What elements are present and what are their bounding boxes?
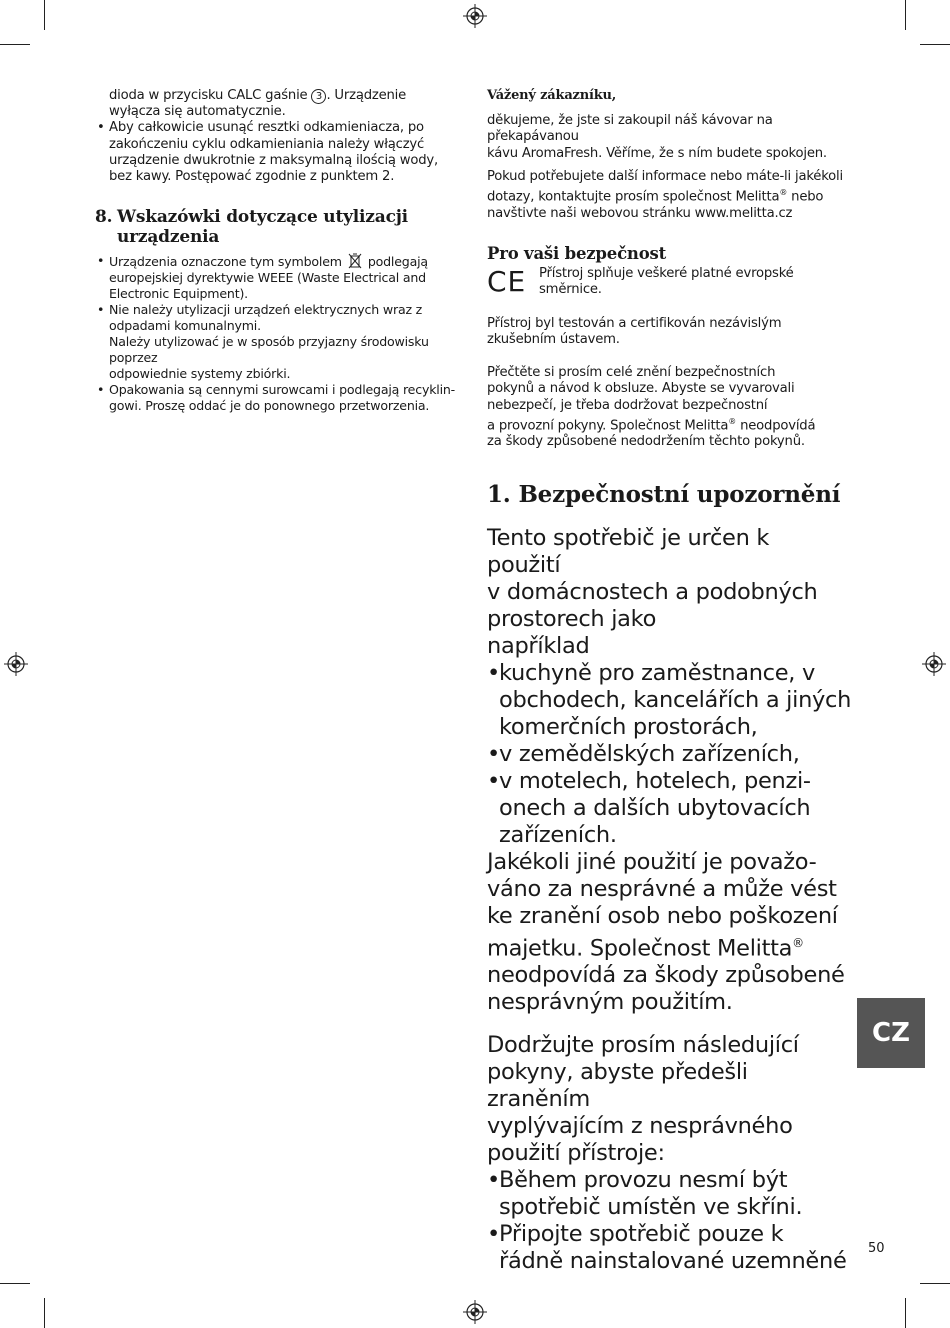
crop-mark <box>920 44 950 45</box>
right-column <box>487 88 857 1275</box>
crop-mark <box>44 1298 45 1328</box>
list-item: • Během provozu nesmí být spotřebič umístěn ve skříni. <box>487 1167 857 1221</box>
step-number-badge: 3 <box>311 89 326 104</box>
read-paragraph: Přečtěte si prosím celé znění bezpečnostních pokynů a návod k obsluze. Abyste se vyvarovali nebezpečí, je třeba dodržovat bezpečnostní a provozní pokyny. Společnost Melitta® neodpovídá za škody způsobené nedodržením těchto pokynů. <box>487 365 816 450</box>
continued-text: dioda w przycisku CALC gaśnie 3 . Urządzenie wyłącza się automatycznie. <box>109 88 407 120</box>
tested-paragraph: Přístroj byl testován a certifikován nezávislým zkušebním ústavem. <box>487 315 782 348</box>
list-item: • Nie należy utylizacji urządzeń elektrycznych wraz z odpadami komunalnymi. Należy utylizować je w sposób przyjazny środowisku poprzez odpowiednie systemy zbiórki. <box>95 302 470 382</box>
list-item: • v motelech, hotelech, penzi- onech a dalších ubytovacích zařízeních. <box>487 768 857 849</box>
section-heading: 8. Wskazówki dotyczące utylizacji urządzenia <box>95 207 408 248</box>
contact-paragraph: Pokud potřebujete další informace nebo máte-li jakékoli dotazy, kontaktujte prosím společnost Melitta® nebo navštivte naši webovou stránku www.melitta.cz <box>487 168 843 221</box>
registration-mark-icon <box>4 652 28 676</box>
language-tab: CZ <box>857 998 925 1068</box>
crop-mark <box>905 1298 906 1328</box>
list-item: • Aby całkowicie usunąć resztki odkamieniacza, po zakończeniu cyklu odkamieniania należy włączyć urządzenie dwukrotnie z maksymalną ilością wody, bez kawy. Postępować zgodnie z punktem 2. <box>95 120 470 185</box>
crop-mark <box>0 1283 30 1284</box>
greeting: Vážený zákazníku, <box>487 88 617 103</box>
left-column <box>95 88 470 414</box>
ce-block <box>487 266 857 302</box>
registration-mark-icon <box>463 1300 487 1324</box>
ce-mark-icon: CE <box>487 264 527 298</box>
registration-mark-icon <box>463 4 487 28</box>
page-number: 50 <box>868 1241 885 1256</box>
list-item: • Opakowania są cennymi surowcami i podlegają recyklin- gowi. Proszę oddać je do ponownego przetworzenia. <box>95 382 470 414</box>
intro-paragraph: děkujeme, že jste si zakoupil náš kávovar na překapávanou kávu AromaFresh. Věříme, že s ním budete spokojen. <box>487 113 827 161</box>
crop-mark <box>44 0 45 30</box>
ce-text: Přístroj splňuje veškeré platné evropské směrnice. <box>539 265 794 297</box>
list-item: • Připojte spotřebič pouze k řádně nainstalované uzemněné <box>487 1221 857 1275</box>
crop-mark <box>0 44 30 45</box>
chapter-heading: 1. Bezpečnostní upozornění <box>487 480 841 508</box>
misuse-paragraph: Jakékoli jiné použití je považo- váno za nesprávné a může vést ke zranění osob nebo poškození majetku. Společnost Melitta® neodpovídá za škody způsobené nesprávným použitím. <box>487 848 845 1016</box>
usage-intro: Tento spotřebič je určen k použití v domácnostech a podobných prostorech jako například <box>487 524 818 659</box>
crop-mark <box>920 1283 950 1284</box>
list-item: • v zemědělských zařízeních, <box>487 741 857 768</box>
usage-block <box>487 525 857 1276</box>
crop-mark <box>905 0 906 30</box>
follow-paragraph: Dodržujte prosím následující pokyny, abyste předešli zraněním vyplývajícím z nesprávného použití přístroje: <box>487 1032 799 1167</box>
registration-mark-icon <box>922 652 946 676</box>
list-item: • kuchyně pro zaměstnance, v obchodech, kancelářích a jiných komerčních prostorách, <box>487 660 857 741</box>
safety-heading: Pro vaši bezpečnost <box>487 243 667 263</box>
list-item: • Urządzenia oznaczone tym symbolem podlegają europejskiej dyrektywie WEEE (Waste Electrical and Electronic Equipment). <box>95 253 470 302</box>
crossed-bin-icon <box>348 253 362 269</box>
